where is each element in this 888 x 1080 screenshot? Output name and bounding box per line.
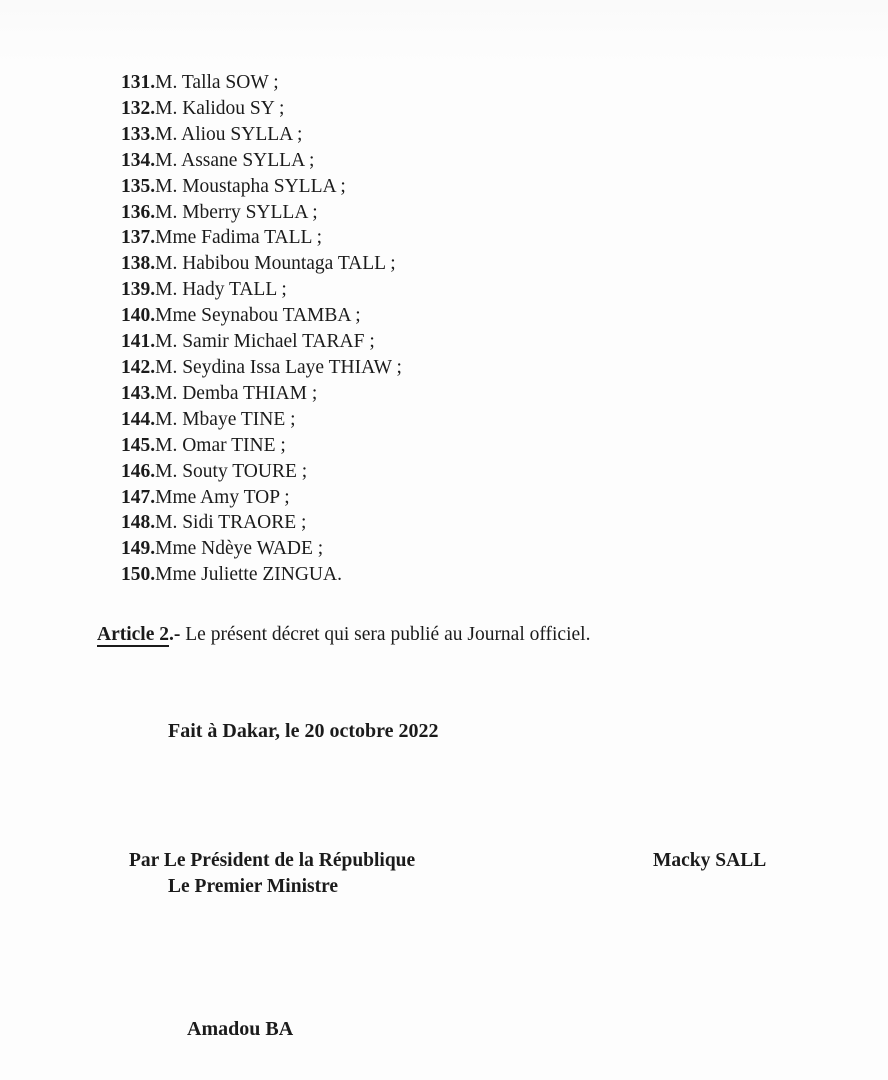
list-item-number: 136. <box>121 201 156 223</box>
dateline: Fait à Dakar, le 20 octobre 2022 <box>168 720 439 742</box>
list-item-name: M. Habibou Mountaga TALL ; <box>155 253 396 275</box>
list-item-number: 141. <box>121 331 156 353</box>
list-item-name: M. Omar TINE ; <box>155 434 286 456</box>
list-item-name: M. Sidi TRAORE ; <box>155 512 307 534</box>
list-item-name: Mme Ndèye WADE ; <box>155 538 324 560</box>
list-item-name: Mme Juliette ZINGUA. <box>155 564 342 586</box>
list-item-name: M. Samir Michael TARAF ; <box>155 331 375 353</box>
list-item <box>121 510 402 536</box>
signature-premier-ministre-line: Le Premier Ministre <box>168 876 339 897</box>
list-item-name: M. Moustapha SYLLA ; <box>155 175 346 197</box>
list-item <box>121 251 402 277</box>
list-item-number: 142. <box>121 356 156 378</box>
list-item-name: M. Assane SYLLA ; <box>155 149 315 171</box>
list-item-number: 145. <box>121 434 156 456</box>
list-item <box>121 174 402 200</box>
list-item-number: 133. <box>121 123 156 145</box>
list-item <box>121 459 402 485</box>
list-item-name: M. Talla SOW ; <box>155 72 279 93</box>
list-item <box>121 303 402 329</box>
list-item-name: M. Mbaye TINE ; <box>155 408 296 430</box>
list-item <box>121 225 402 251</box>
list-item-number: 149. <box>121 538 156 560</box>
list-item-number: 150. <box>121 564 156 586</box>
list-item-name: Mme Seynabou TAMBA ; <box>155 305 361 327</box>
list-item <box>121 96 402 122</box>
president-signature-name: Macky SALL <box>653 850 767 871</box>
premier-ministre-signature-name: Amadou BA <box>187 1018 294 1040</box>
article-2-label: Article 2 <box>97 624 170 645</box>
list-item-name: M. Hady TALL ; <box>155 279 287 301</box>
list-item-number: 131. <box>121 72 156 93</box>
list-item-name: M. Aliou SYLLA ; <box>155 123 303 145</box>
article-2-line <box>97 622 590 648</box>
list-item-name: M. Mberry SYLLA ; <box>155 201 318 223</box>
list-item-name: M. Souty TOURE ; <box>155 460 308 482</box>
list-item <box>121 277 402 303</box>
list-item <box>121 562 402 588</box>
list-item <box>121 200 402 226</box>
list-item <box>121 148 402 174</box>
article-2-separator: .- <box>169 624 181 645</box>
list-item-name: M. Seydina Issa Laye THIAW ; <box>155 356 402 378</box>
list-item-number: 144. <box>121 408 156 430</box>
name-list <box>121 70 402 588</box>
list-item-number: 135. <box>121 175 156 197</box>
list-item <box>121 433 402 459</box>
list-item-number: 139. <box>121 279 156 301</box>
list-item <box>121 485 402 511</box>
list-item <box>121 122 402 148</box>
list-item-number: 140. <box>121 305 156 327</box>
list-item <box>121 355 402 381</box>
list-item-number: 134. <box>121 149 156 171</box>
list-item-number: 146. <box>121 460 156 482</box>
list-item-number: 132. <box>121 97 156 119</box>
list-item <box>121 329 402 355</box>
list-item-number: 147. <box>121 486 156 508</box>
list-item-name: M. Demba THIAM ; <box>155 382 318 404</box>
list-item-number: 137. <box>121 227 156 249</box>
signature-left-block <box>129 848 415 900</box>
list-item-name: M. Kalidou SY ; <box>155 97 285 119</box>
list-item-number: 148. <box>121 512 156 534</box>
list-item <box>121 407 402 433</box>
list-item <box>121 381 402 407</box>
list-item-name: Mme Fadima TALL ; <box>155 227 322 249</box>
list-item-number: 138. <box>121 253 156 275</box>
list-item-name: Mme Amy TOP ; <box>155 486 290 508</box>
article-2-text: Le présent décret qui sera publié au Journal officiel. <box>185 624 591 645</box>
signature-president-line: Par Le Président de la République <box>129 850 416 871</box>
list-item <box>121 70 402 96</box>
list-item-number: 143. <box>121 382 156 404</box>
list-item <box>121 536 402 562</box>
